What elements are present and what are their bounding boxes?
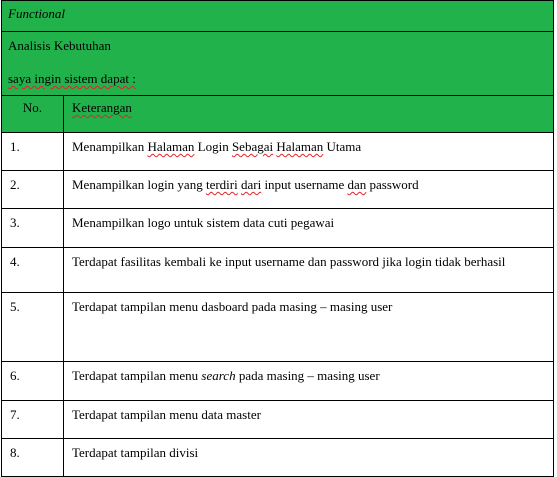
- table-row: [2, 248, 554, 293]
- row-description: Terdapat tampilan divisi: [64, 439, 554, 477]
- row-description: Terdapat tampilan menu dasboard pada masing – masing user: [64, 293, 554, 362]
- row-description: Menampilkan logo untuk sistem data cuti pegawai: [64, 209, 554, 248]
- row-number: 3.: [2, 209, 64, 248]
- row-number: 5.: [2, 293, 64, 362]
- table-row: [2, 133, 554, 171]
- row-description: Terdapat fasilitas kembali ke input username dan password jika login tidak berhasil: [64, 248, 554, 293]
- functional-label: Functional: [8, 6, 66, 21]
- row-description: Terdapat tampilan menu data master: [64, 401, 554, 439]
- table-row: [2, 362, 554, 401]
- row-number: 8.: [2, 439, 64, 477]
- table-header-row: [2, 96, 554, 133]
- row-description: Menampilkan Halaman Login Sebagai Halaman Utama: [64, 133, 554, 171]
- row-number: 1.: [2, 133, 64, 171]
- row-number: 7.: [2, 401, 64, 439]
- header-no: No.: [2, 96, 64, 133]
- requirements-document: [1, 0, 554, 477]
- table-row: [2, 439, 554, 477]
- analisis-row: [2, 32, 554, 96]
- row-number: 2.: [2, 171, 64, 209]
- row-number: 6.: [2, 362, 64, 401]
- analisis-title: Analisis Kebutuhan: [8, 38, 111, 53]
- row-description: Terdapat tampilan menu search pada masing – masing user: [64, 362, 554, 401]
- functional-cell: [2, 1, 554, 32]
- row-description: Menampilkan login yang terdiri dari input username dan password: [64, 171, 554, 209]
- functional-row: [2, 1, 554, 32]
- requirements-table: [1, 0, 554, 477]
- table-row: [2, 401, 554, 439]
- analisis-subtitle: saya ingin sistem dapat :: [8, 71, 136, 86]
- table-row: [2, 171, 554, 209]
- row-number: 4.: [2, 248, 64, 293]
- table-row: [2, 209, 554, 248]
- analisis-cell: [2, 32, 554, 96]
- table-row: [2, 293, 554, 362]
- header-keterangan: Keterangan: [64, 96, 554, 133]
